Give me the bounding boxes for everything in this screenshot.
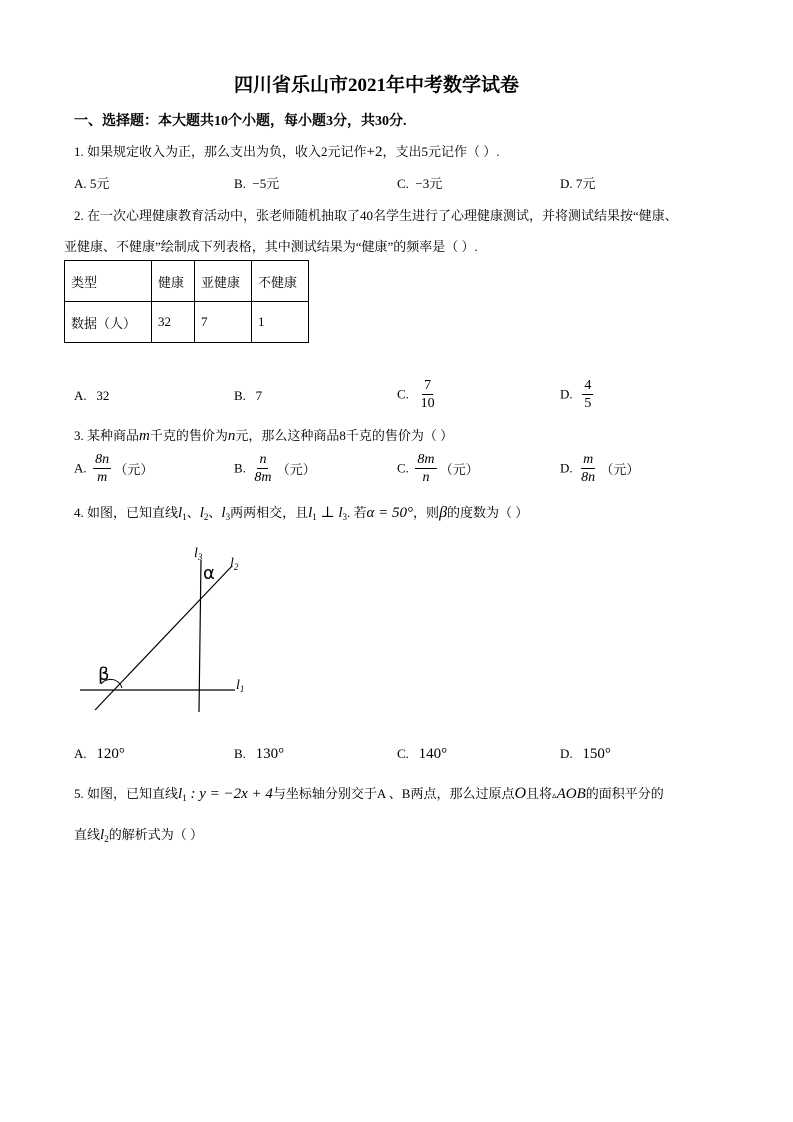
question-text: 且将 [526, 786, 553, 801]
option-label: C. [397, 176, 409, 191]
label-l2: $l_2$ [230, 556, 239, 572]
fraction-numerator: 8m [417, 452, 435, 467]
fraction-denominator: 10 [420, 396, 435, 411]
question-text: 直线 [74, 827, 101, 842]
fraction-numerator: n [259, 452, 267, 467]
question-text: 元，那么这种商品8千克的售价为（ ） [235, 428, 454, 443]
beta-symbol: β [439, 504, 448, 521]
table-cell: 不健康 [252, 261, 309, 302]
option-a[interactable] [74, 173, 109, 192]
option-b[interactable] [234, 746, 284, 763]
option-label: A. [74, 746, 87, 761]
table-row [65, 302, 309, 343]
option-label: D. [560, 386, 573, 402]
data-table [64, 260, 309, 343]
question-4: 4. 如图，已知直线$l_1$、$l_2$、$l_3$两两相交，且$l_1$ ⊥ $l_3$. 若α = 50°，则β的度数为（ ） [74, 504, 529, 522]
question-text: ，则 [413, 505, 440, 520]
triangle-label: AOB [556, 786, 586, 802]
table-cell: 健康 [152, 261, 195, 302]
question-text: 5. 如图，已知直线 [74, 786, 179, 801]
table-header-row [65, 261, 309, 302]
option-d[interactable] [560, 452, 639, 485]
option-value: 150° [582, 746, 611, 762]
option-label: D. [560, 746, 573, 761]
option-label: B. [234, 388, 246, 403]
table-cell: 7 [195, 302, 252, 343]
fraction-numerator: m [583, 452, 594, 467]
fraction-numerator: 7 [424, 378, 432, 393]
option-c[interactable] [397, 452, 479, 485]
label-beta: β [98, 664, 110, 685]
line-l1: $l_1$ [178, 786, 187, 803]
option-value: 7元 [575, 176, 596, 191]
origin-symbol: O [514, 785, 527, 802]
option-value: 7 [255, 388, 263, 403]
fraction-denominator: n [422, 470, 430, 485]
perpendicular-relation: $l_1$ ⊥ $l_3$ [308, 505, 348, 522]
option-d[interactable] [560, 378, 593, 411]
line-l3: $l_3$ [221, 505, 231, 522]
option-value: −3元 [415, 176, 443, 191]
option-c[interactable] [397, 173, 442, 192]
option-label: A. [74, 388, 87, 403]
option-d[interactable] [560, 173, 595, 192]
fraction-numerator: 8n [95, 452, 110, 467]
option-value: 120° [96, 746, 125, 762]
fraction [582, 378, 593, 411]
option-value: 5元 [89, 176, 110, 191]
colon: : [186, 786, 200, 802]
option-label: C. [397, 746, 409, 761]
option-label: D. [560, 176, 573, 191]
option-c[interactable] [397, 746, 447, 763]
line-l2: $l_2$ [100, 827, 109, 844]
question-text: . 若 [347, 505, 367, 520]
question-text: 两两相交，且 [230, 505, 309, 520]
fraction-denominator: 8n [581, 470, 596, 485]
option-a[interactable] [74, 452, 153, 485]
option-a[interactable] [74, 388, 109, 404]
alpha-equation: α = 50° [366, 505, 414, 521]
question-text: 的解析式为（ ） [108, 827, 203, 842]
option-label: C. [397, 386, 409, 402]
option-label: B. [234, 460, 246, 476]
fraction [252, 452, 273, 485]
option-a[interactable] [74, 746, 125, 763]
table-cell: 数据（人） [65, 302, 152, 343]
question-1 [74, 141, 500, 161]
option-label: D. [560, 460, 573, 476]
question-text: 的面积平分的 [585, 786, 664, 801]
question-5-line-1 [74, 783, 664, 803]
label-l1: $l_1$ [236, 678, 245, 694]
option-b[interactable] [234, 452, 316, 485]
table-cell: 类型 [65, 261, 152, 302]
question-text: 千克的售价为 [149, 428, 228, 443]
fraction [415, 452, 436, 485]
label-l3: $l_3$ [194, 546, 203, 562]
variable-m: m [139, 428, 150, 444]
fraction [579, 452, 597, 485]
option-value: 140° [418, 746, 448, 762]
table-cell: 1 [252, 302, 309, 343]
label-alpha: α [203, 563, 215, 584]
line-l2: $l_2$ [199, 505, 209, 522]
option-d[interactable] [560, 746, 611, 763]
option-c[interactable] [397, 378, 437, 411]
section-header: 一、选择题：本大题共10个小题，每小题3分，共30分. [74, 114, 407, 129]
unit-label: （元） [439, 462, 479, 477]
math-expression: +2 [366, 144, 383, 160]
line-l3-drawn [199, 560, 201, 712]
fraction [419, 378, 437, 411]
question-text: 4. 如图，已知直线 [74, 505, 179, 520]
equation: y = −2x + 4 [199, 786, 273, 802]
option-value: −5元 [252, 176, 280, 191]
question-text: 的度数为（ ） [447, 505, 529, 520]
option-value: 130° [255, 746, 285, 762]
fraction-denominator: m [97, 470, 108, 485]
fraction [93, 452, 111, 485]
line-l2-drawn [95, 566, 232, 710]
question-5-line-2 [74, 824, 203, 844]
unit-label: （元） [276, 462, 316, 477]
fraction-denominator: 8m [254, 470, 272, 485]
table-cell: 亚健康 [195, 261, 252, 302]
triangle-symbol: ▵ [552, 790, 557, 800]
option-label: B. [234, 746, 246, 761]
unit-label: （元） [114, 462, 154, 477]
option-label: B. [234, 176, 246, 191]
question-text: 3. 某种商品 [74, 428, 140, 443]
option-b[interactable] [234, 173, 279, 192]
table-cell: 32 [152, 302, 195, 343]
geometry-figure [70, 540, 260, 720]
question-2-line-2: 亚健康、不健康”绘制成下列表格，其中测试结果为“健康”的频率是（ ）. [64, 239, 478, 254]
line-l1: $l_1$ [178, 505, 187, 522]
fraction-denominator: 5 [584, 396, 592, 411]
question-text: ，支出5元记作（ ）. [382, 144, 500, 159]
page-title: 四川省乐山市2021年中考数学试卷 [234, 75, 520, 96]
fraction-numerator: 4 [584, 378, 592, 393]
option-value: 32 [96, 388, 110, 403]
option-label: A. [74, 176, 87, 191]
variable-n: n [227, 428, 236, 444]
option-b[interactable] [234, 388, 262, 404]
question-2-line-1: 2. 在一次心理健康教育活动中，张老师随机抽取了40名学生进行了心理健康测试，并将测试结果按“健康、 [74, 208, 678, 223]
question-3 [74, 425, 453, 445]
option-label: A. [74, 460, 87, 476]
question-text: 1. 如果规定收入为正，那么支出为负，收入2元记作 [74, 144, 367, 159]
question-text: 与坐标轴分别交于A 、B两点，那么过原点 [272, 786, 515, 801]
unit-label: （元） [600, 462, 640, 477]
option-label: C. [397, 460, 409, 476]
